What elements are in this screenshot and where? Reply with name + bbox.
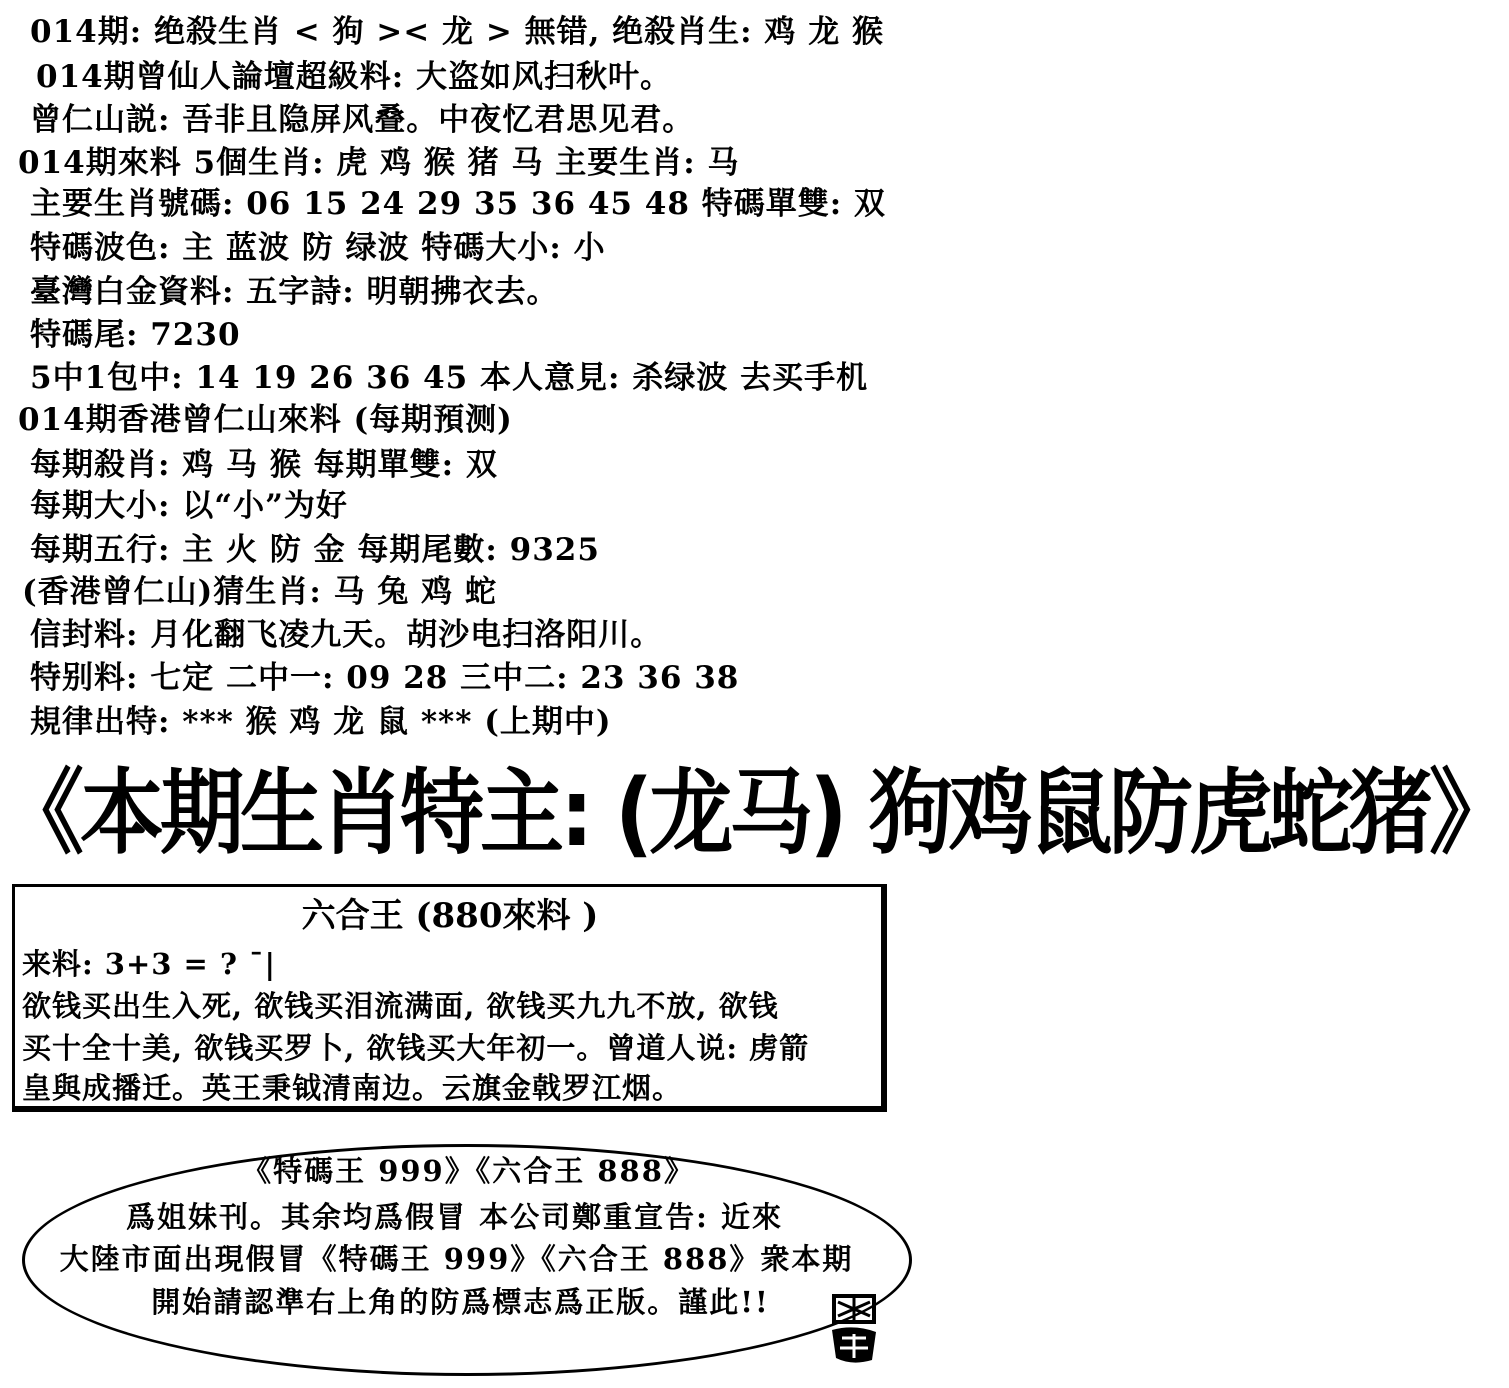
line-13: 每期五行: 主 火 防 金 每期尾數: 9325 [30,532,600,568]
line-6: 特碼波色: 主 蓝波 防 绿波 特碼大小: 小 [30,230,606,266]
line-11: 每期殺肖: 鸡 马 猴 每期單雙: 双 [30,447,498,483]
line-9: 5中1包中: 14 19 26 36 45 本人意見: 杀绿波 去买手机 [30,360,869,396]
line-3: 曾仁山説: 吾非且隐屏风叠。中夜忆君思见君。 [30,102,695,138]
line-8: 特碼尾: 7230 [30,317,241,353]
notice-line-1: 《特碼王 999》《六合王 888》 [242,1154,695,1188]
anti-counterfeit-stamp [826,1290,884,1368]
line-16: 特别料: 七定 二中一: 09 28 三中二: 23 36 38 [30,660,740,696]
box-line-1: 来料: 3+3 = ? ˉ| [22,947,277,981]
main-banner: 《本期生肖特主: (龙马) 狗鸡鼠防虎蛇猪》 [0,759,1509,867]
line-12: 每期大小: 以“小”为好 [30,488,348,524]
line-1: 014期: 绝殺生肖 < 狗 >< 龙 > 無错, 绝殺肖生: 鸡 龙 猴 [30,14,885,50]
line-10: 014期香港曾仁山來料 (每期預测) [18,402,513,438]
line-4: 014期來料 5個生肖: 虎 鸡 猴 猪 马 主要生肖: 马 [18,145,740,181]
line-14: (香港曾仁山)猜生肖: 马 兔 鸡 蛇 [22,574,497,610]
box-line-3: 买十全十美, 欲钱买罗卜, 欲钱买大年初一。曾道人说: 虏箭 [22,1031,810,1065]
line-5: 主要生肖號碼: 06 15 24 29 35 36 45 48 特碼單雙: 双 [30,186,886,222]
notice-line-4: 開始請認準右上角的防爲標志爲正版。謹此!! [151,1285,770,1319]
line-17: 規律出特: *** 猴 鸡 龙 鼠 *** (上期中) [30,704,612,740]
line-7: 臺灣白金資料: 五字詩: 明朝拂衣去。 [30,274,559,310]
line-2: 014期曾仙人論壇超級料: 大盗如风扫秋叶。 [36,59,672,95]
notice-line-3: 大陸市面出現假冒《特碼王 999》《六合王 888》衆本期 [59,1242,854,1276]
line-15: 信封料: 月化翻飞凌九天。胡沙电扫洛阳川。 [30,617,663,653]
box-title: 六合王 (880來料 ) [301,896,599,936]
box-line-2: 欲钱买出生入死, 欲钱买泪流满面, 欲钱买九九不放, 欲钱 [22,989,779,1023]
box-line-4: 皇與成播迁。英王秉钺清南边。云旗金戟罗江烟。 [22,1071,683,1105]
notice-line-2: 爲姐妹刊。其余均爲假冒 本公司鄭重宣告: 近來 [126,1200,783,1234]
